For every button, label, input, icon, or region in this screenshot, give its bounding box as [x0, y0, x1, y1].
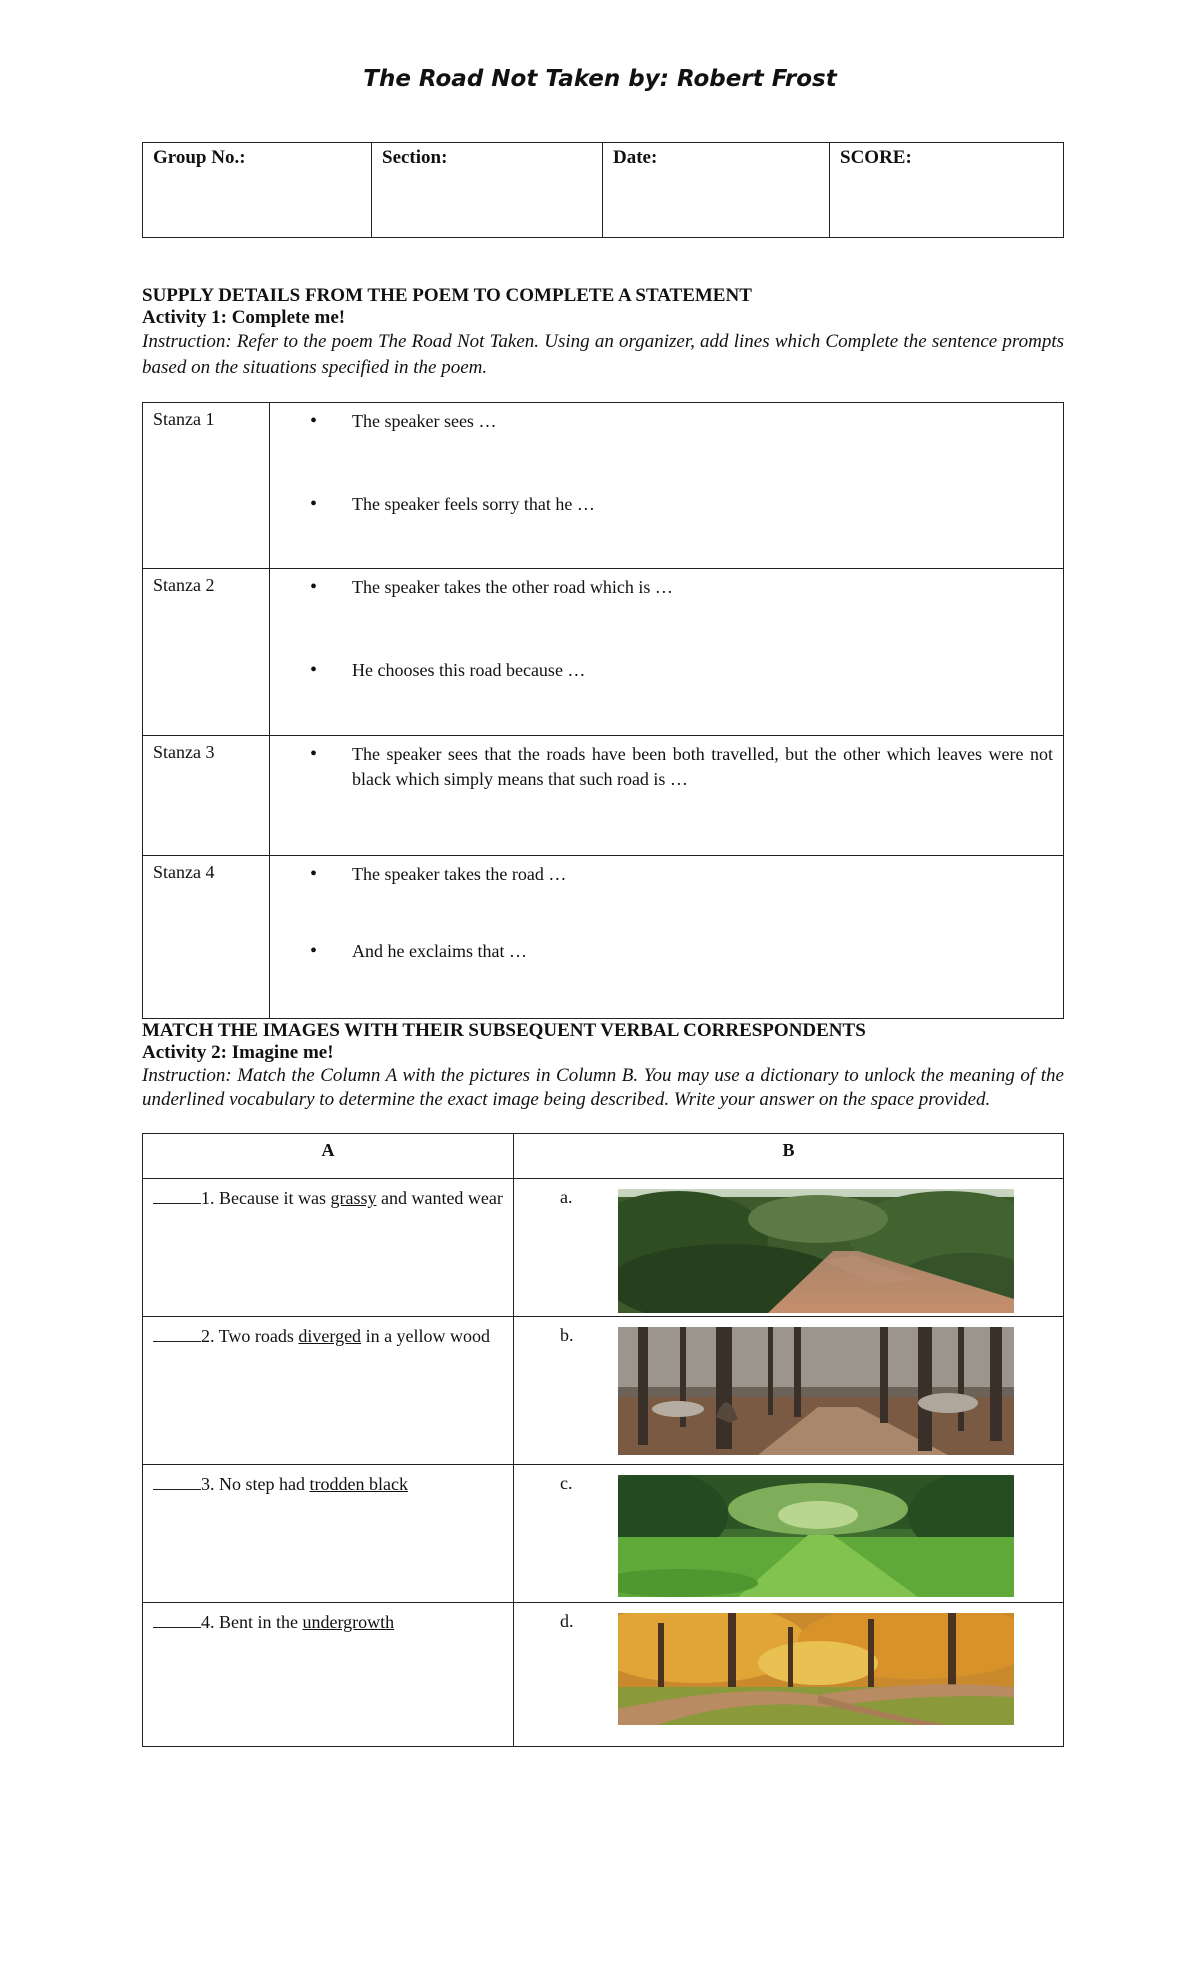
- underlined-word: undergrowth: [302, 1612, 395, 1632]
- bare-forest-path-with-fallen-leaves-image: [618, 1327, 1014, 1455]
- stanza-prompts[interactable]: [270, 403, 1064, 569]
- column-b-header: B: [514, 1134, 1064, 1179]
- answer-blank[interactable]: [153, 1324, 201, 1342]
- prompt-item: • And he exclaims that …: [310, 939, 1053, 964]
- match-item[interactable]: 3. No step had trodden black: [143, 1465, 514, 1603]
- prompt-item: • The speaker sees …: [310, 409, 1053, 434]
- match-image-cell: [514, 1179, 1064, 1317]
- match-item[interactable]: 4. Bent in the undergrowth: [143, 1603, 514, 1747]
- answer-blank[interactable]: [153, 1610, 201, 1628]
- activity1-section: [142, 285, 1064, 381]
- stanza-label: Stanza 1: [143, 403, 270, 569]
- activity2-subheading: Activity 2: Imagine me!: [142, 1042, 334, 1063]
- stanza-prompts[interactable]: [270, 856, 1064, 1019]
- prompt-item: • The speaker sees that the roads have been both travelled, but the other which leaves were not black which simply means that such road is …: [310, 742, 1053, 792]
- stanza-prompts[interactable]: [270, 736, 1064, 856]
- match-item[interactable]: 1. Because it was grassy and wanted wear: [143, 1179, 514, 1317]
- score-cell[interactable]: SCORE:: [830, 143, 1064, 238]
- choice-letter: a.: [560, 1187, 573, 1207]
- date-cell[interactable]: Date:: [603, 143, 830, 238]
- forked-road-in-autumn-wood-image: [618, 1613, 1014, 1725]
- column-a-header: A: [143, 1134, 514, 1179]
- stanza-prompts[interactable]: [270, 569, 1064, 736]
- stanza-label: Stanza 3: [143, 736, 270, 856]
- match-image-cell: [514, 1603, 1064, 1747]
- group-no-cell[interactable]: Group No.:: [143, 143, 372, 238]
- grassy-green-forest-path-image: [618, 1475, 1014, 1597]
- underlined-word: trodden black: [309, 1474, 408, 1494]
- prompt-item: • The speaker takes the road …: [310, 862, 1053, 887]
- prompt-item: • He chooses this road because …: [310, 658, 1053, 683]
- activity1-subheading: Activity 1: Complete me!: [142, 307, 346, 328]
- activity2-instruction: Instruction: Match the Column A with the pictures in Column B. You may use a dictionary to unlock the meaning of the underlined vocabulary to determine the exact image being described. Write your answer on the space provided.: [142, 1065, 1064, 1110]
- stanza-label: Stanza 2: [143, 569, 270, 736]
- choice-letter: c.: [560, 1473, 573, 1493]
- activity1-heading: SUPPLY DETAILS FROM THE POEM TO COMPLETE A STATEMENT: [142, 285, 752, 306]
- activity2-heading: MATCH THE IMAGES WITH THEIR SUBSEQUENT VERBAL CORRESPONDENTS: [142, 1020, 866, 1041]
- match-image-cell: [514, 1465, 1064, 1603]
- prompt-item: • The speaker feels sorry that he …: [310, 492, 1053, 517]
- prompt-item: • The speaker takes the other road which is …: [310, 575, 1053, 600]
- answer-blank[interactable]: [153, 1472, 201, 1490]
- match-item[interactable]: 2. Two roads diverged in a yellow wood: [143, 1317, 514, 1465]
- answer-blank[interactable]: [153, 1186, 201, 1204]
- activity1-instruction: Instruction: Refer to the poem The Road Not Taken. Using an organizer, add lines which Complete the sentence prompts based on the situations specified in the poem.: [142, 331, 1064, 378]
- match-table: [142, 1133, 1064, 1747]
- choice-letter: b.: [560, 1325, 574, 1345]
- match-image-cell: [514, 1317, 1064, 1465]
- stanza-label: Stanza 4: [143, 856, 270, 1019]
- info-table: [142, 142, 1064, 238]
- section-cell[interactable]: Section:: [372, 143, 603, 238]
- underlined-word: grassy: [330, 1188, 377, 1208]
- dirt-path-through-green-shrubs-image: [618, 1189, 1014, 1313]
- activity2-section: [142, 1020, 1064, 1112]
- underlined-word: diverged: [298, 1326, 362, 1346]
- page-title: The Road Not Taken by: Robert Frost: [363, 66, 837, 92]
- choice-letter: d.: [560, 1611, 574, 1631]
- stanza-table: [142, 402, 1064, 1019]
